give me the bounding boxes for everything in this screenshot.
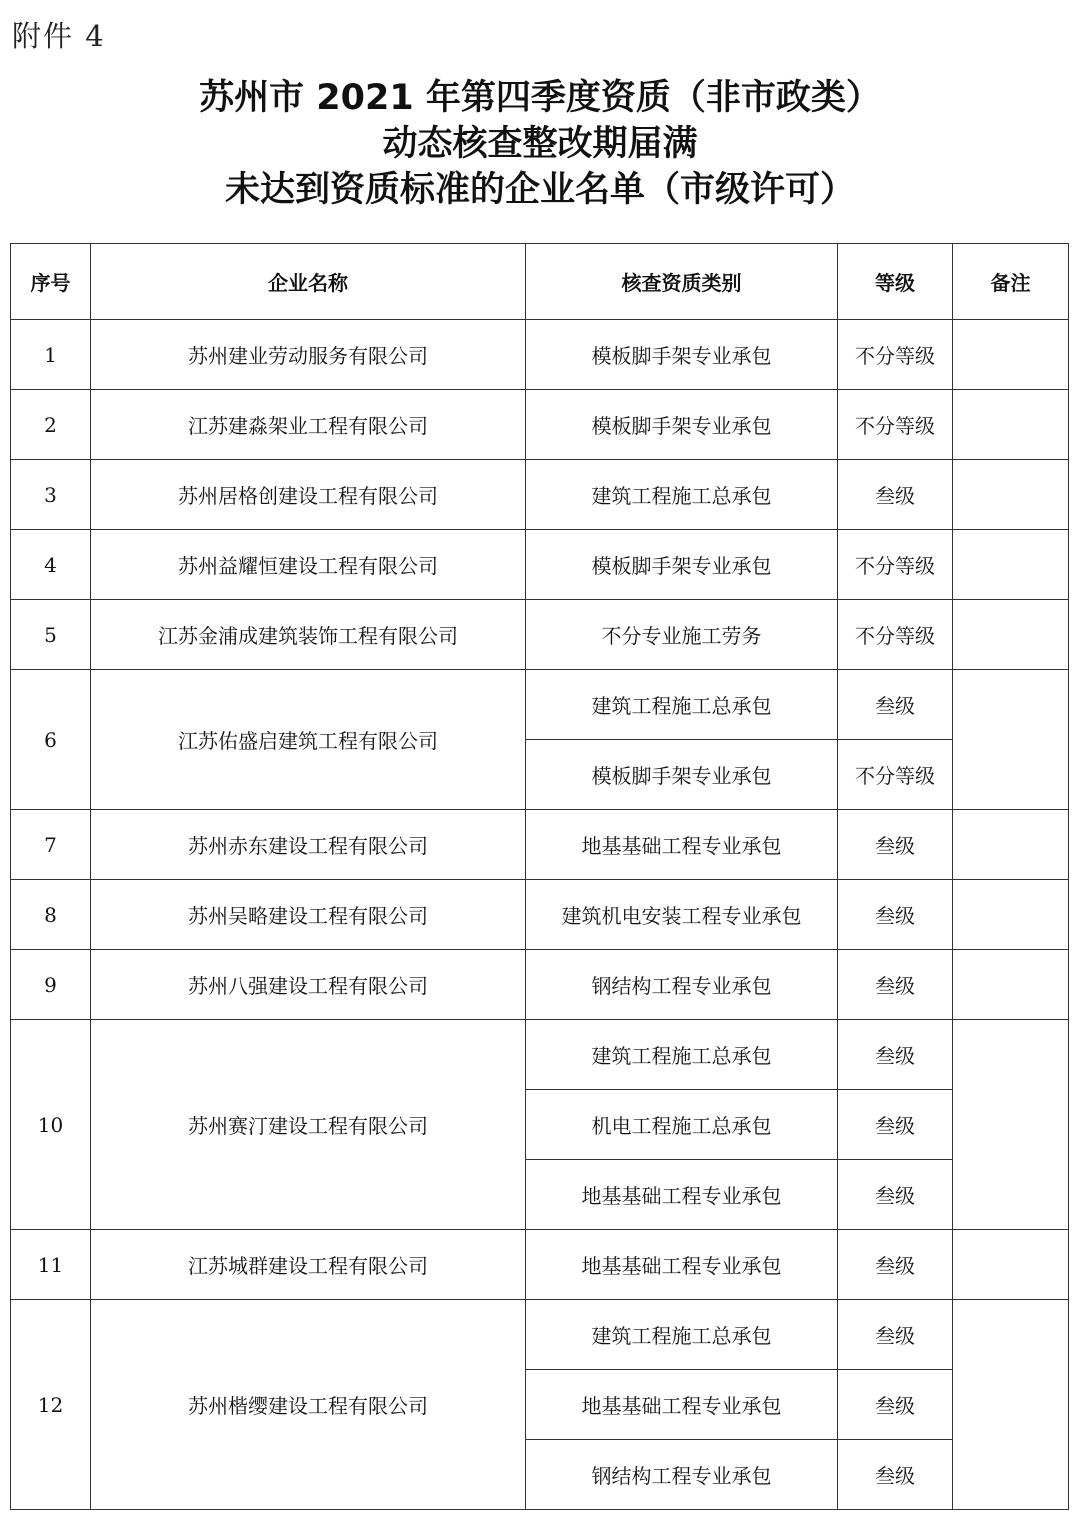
cell-company-name: 江苏城群建设工程有限公司 [91,1230,526,1300]
cell-level: 叁级 [838,1300,953,1370]
cell-level: 不分等级 [838,530,953,600]
cell-no: 6 [11,670,91,810]
cell-qualification-type: 建筑工程施工总承包 [526,1020,838,1090]
cell-level: 叁级 [838,1440,953,1510]
cell-qualification-type: 建筑工程施工总承包 [526,1300,838,1370]
cell-qualification-type: 不分专业施工劳务 [526,600,838,670]
cell-company-name: 苏州赛汀建设工程有限公司 [91,1020,526,1230]
header-note: 备注 [953,244,1069,320]
cell-note [953,950,1069,1020]
cell-no: 4 [11,530,91,600]
cell-qualification-type: 地基基础工程专业承包 [526,1370,838,1440]
cell-level: 叁级 [838,460,953,530]
cell-note [953,810,1069,880]
cell-level: 叁级 [838,1230,953,1300]
cell-level: 不分等级 [838,740,953,810]
cell-no: 2 [11,390,91,460]
cell-qualification-type: 地基基础工程专业承包 [526,810,838,880]
title-line-3: 未达到资质标准的企业名单（市级许可） [224,170,855,210]
cell-qualification-type: 建筑工程施工总承包 [526,460,838,530]
cell-company-name: 苏州吴略建设工程有限公司 [91,880,526,950]
table-row [11,670,1069,740]
cell-level: 叁级 [838,1160,953,1230]
cell-company-name: 苏州楷缨建设工程有限公司 [91,1300,526,1510]
cell-level: 叁级 [838,670,953,740]
cell-note [953,460,1069,530]
table-row [11,1230,1069,1300]
cell-level: 不分等级 [838,320,953,390]
cell-qualification-type: 模板脚手架专业承包 [526,740,838,810]
cell-level: 不分等级 [838,600,953,670]
header-type: 核查资质类别 [526,244,838,320]
cell-qualification-type: 建筑工程施工总承包 [526,670,838,740]
cell-company-name: 江苏佑盛启建筑工程有限公司 [91,670,526,810]
cell-no: 7 [11,810,91,880]
title-line-1: 苏州市 2021 年第四季度资质（非市政类） [199,78,881,118]
cell-no: 10 [11,1020,91,1230]
cell-company-name: 苏州建业劳动服务有限公司 [91,320,526,390]
cell-level: 叁级 [838,1370,953,1440]
cell-no: 12 [11,1300,91,1510]
cell-qualification-type: 地基基础工程专业承包 [526,1160,838,1230]
table-row [11,810,1069,880]
table-row [11,530,1069,600]
cell-no: 11 [11,1230,91,1300]
cell-level: 叁级 [838,1020,953,1090]
header-no: 序号 [11,244,91,320]
cell-qualification-type: 模板脚手架专业承包 [526,320,838,390]
cell-note [953,600,1069,670]
cell-no: 1 [11,320,91,390]
cell-note [953,880,1069,950]
cell-company-name: 江苏建淼架业工程有限公司 [91,390,526,460]
cell-level: 叁级 [838,950,953,1020]
cell-no: 3 [11,460,91,530]
cell-qualification-type: 地基基础工程专业承包 [526,1230,838,1300]
cell-note [953,670,1069,810]
cell-level: 叁级 [838,1090,953,1160]
cell-no: 5 [11,600,91,670]
table-row [11,880,1069,950]
table-row [11,320,1069,390]
cell-qualification-type: 钢结构工程专业承包 [526,1440,838,1510]
table-row [11,460,1069,530]
cell-qualification-type: 模板脚手架专业承包 [526,530,838,600]
cell-note [953,390,1069,460]
company-table [10,243,1069,1510]
cell-level: 不分等级 [838,390,953,460]
cell-company-name: 苏州居格创建设工程有限公司 [91,460,526,530]
attachment-label: 附件 4 [12,19,106,53]
cell-qualification-type: 机电工程施工总承包 [526,1090,838,1160]
title-line-2: 动态核查整改期届满 [382,124,698,164]
cell-company-name: 苏州益耀恒建设工程有限公司 [91,530,526,600]
cell-company-name: 江苏金浦成建筑装饰工程有限公司 [91,600,526,670]
header-name: 企业名称 [91,244,526,320]
cell-note [953,320,1069,390]
cell-qualification-type: 模板脚手架专业承包 [526,390,838,460]
cell-qualification-type: 钢结构工程专业承包 [526,950,838,1020]
cell-note [953,530,1069,600]
cell-level: 叁级 [838,880,953,950]
document-title [0,75,1080,213]
table-row [11,390,1069,460]
cell-company-name: 苏州赤东建设工程有限公司 [91,810,526,880]
table-row [11,1300,1069,1370]
table-header-row [11,244,1069,320]
table-body [11,320,1069,1510]
table-row [11,1020,1069,1090]
header-level: 等级 [838,244,953,320]
cell-no: 8 [11,880,91,950]
cell-qualification-type: 建筑机电安装工程专业承包 [526,880,838,950]
cell-note [953,1020,1069,1230]
cell-level: 叁级 [838,810,953,880]
table-row [11,600,1069,670]
cell-note [953,1300,1069,1510]
cell-no: 9 [11,950,91,1020]
cell-company-name: 苏州八强建设工程有限公司 [91,950,526,1020]
cell-note [953,1230,1069,1300]
table-row [11,950,1069,1020]
